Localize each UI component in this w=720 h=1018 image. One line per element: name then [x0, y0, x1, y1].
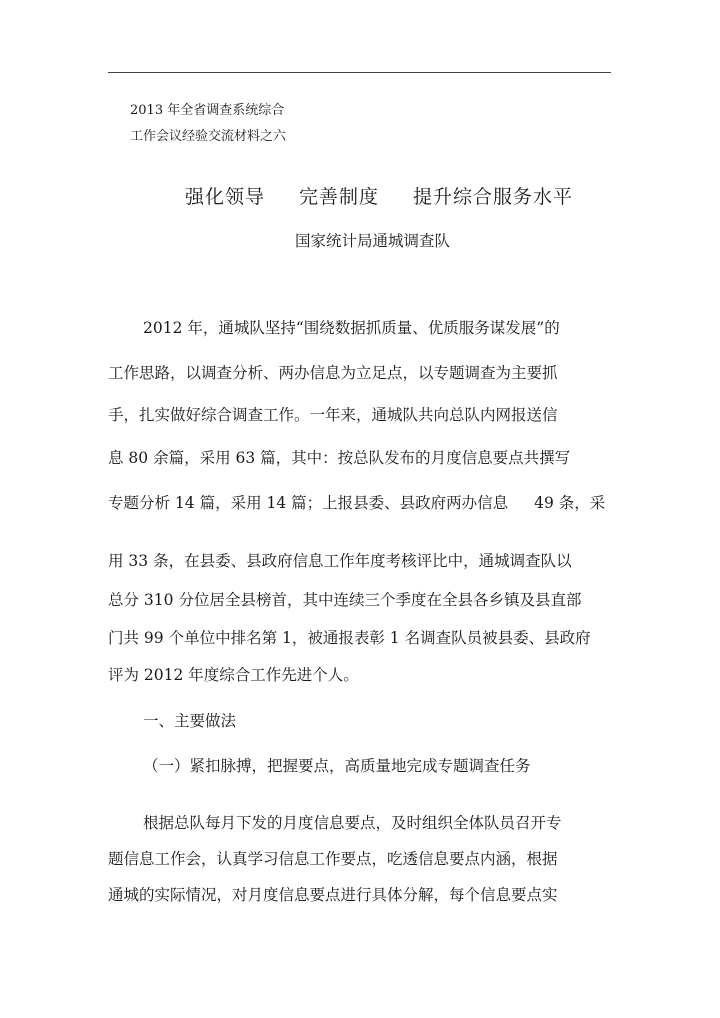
- section-heading-1: 一、主要做法: [143, 712, 237, 730]
- para2-line-1: 根据总队每月下发的月度信息要点，及时组织全体队员召开专: [143, 814, 562, 832]
- body-line-2: 工作思路，以调查分析、两办信息为立足点，以专题调查为主要抓: [108, 364, 558, 382]
- title-part-1: 强化领导: [185, 186, 266, 208]
- body-line-5a: 专题分析 14 篇，采用 14 篇；上报县委、县政府两办信息: [108, 494, 509, 512]
- body-line-3: 手，扎实做好综合调查工作。一年来，通城队共向总队内网报送信: [108, 406, 558, 424]
- title-part-2: 完善制度: [299, 186, 380, 208]
- page-title: [185, 187, 573, 207]
- title-part-3: 提升综合服务水平: [413, 186, 574, 208]
- body-line-6: 用 33 条，在县委、县政府信息工作年度考核评比中，通城调查队以: [108, 552, 572, 570]
- para2-line-3: 通城的实际情况，对月度信息要点进行具体分解，每个信息要点实: [108, 886, 558, 904]
- body-line-4: 息 80 余篇，采用 63 篇，其中：按总队发布的月度信息要点共撰写: [108, 449, 571, 467]
- body-line-7: 总分 310 分位居全县榜首，其中连续三个季度在全县各乡镇及县直部: [108, 591, 582, 609]
- author-line: 国家统计局通城调查队: [295, 232, 451, 250]
- subsection-heading-1: （一）紧扣脉搏，把握要点，高质量地完成专题调查任务: [143, 757, 531, 775]
- body-line-9: 评为 2012 年度综合工作先进个人。: [108, 666, 359, 684]
- body-line-1: 2012 年，通城队坚持“围绕数据抓质量、优质服务谋发展”的: [143, 319, 560, 337]
- header-line-1: 2013 年全省调查系统综合: [130, 103, 285, 118]
- header-line-2: 工作会议经验交流材料之六: [130, 129, 287, 144]
- para2-line-2: 题信息工作会，认真学习信息工作要点，吃透信息要点内涵，根据: [108, 850, 558, 868]
- body-line-8: 门共 99 个单位中排名第 1，被通报表彰 1 名调查队员被县委、县政府: [108, 629, 591, 647]
- body-line-5: [108, 493, 605, 513]
- header-rule: [108, 72, 611, 73]
- body-line-5b: 49 条，采: [534, 494, 606, 512]
